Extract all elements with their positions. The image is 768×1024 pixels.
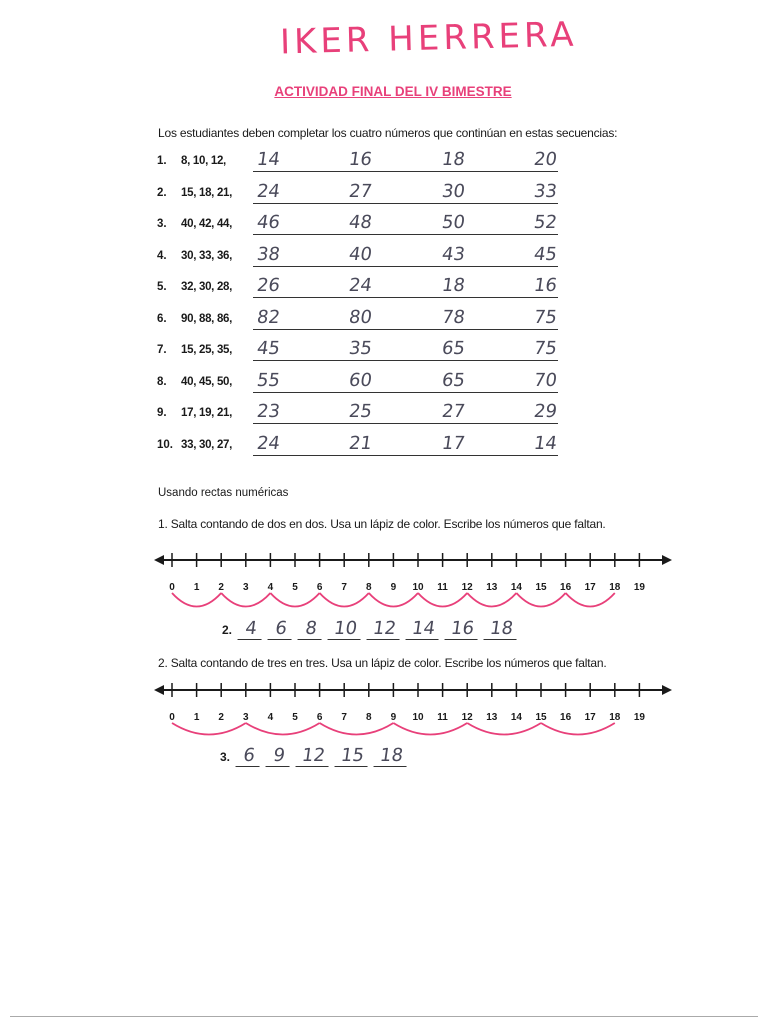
sequence-number: 5.: [157, 281, 167, 293]
handwritten-answer: 23: [255, 401, 282, 422]
sequence-row: [157, 243, 559, 271]
sequence-row: [157, 212, 559, 239]
handwritten-answer: 26: [255, 275, 282, 296]
tick-label: 8: [366, 582, 372, 593]
answer-line: [253, 297, 558, 298]
handwritten-answer: 18: [484, 618, 520, 640]
sequence-answers: [257, 275, 557, 296]
tick-label: 15: [535, 712, 547, 723]
sequence-row: [157, 275, 559, 302]
tick-label: 17: [584, 712, 596, 723]
sequence-answers: [257, 433, 557, 454]
handwritten-answer: 14: [255, 149, 282, 170]
handwritten-answer: 20: [532, 149, 559, 170]
sequence-answers: [257, 181, 557, 202]
answer-line: [253, 423, 558, 424]
exercise-2-title: 2. Salta contando de tres en tres. Usa un lápiz de color. Escribe los números que faltan.: [158, 656, 607, 670]
tick-label: 13: [486, 712, 498, 723]
arrow-right-icon: [662, 555, 672, 565]
tick-label: 2: [218, 582, 224, 593]
handwritten-answer: 8: [298, 618, 325, 640]
handwritten-answer: 16: [347, 149, 374, 170]
handwritten-answer: 60: [347, 369, 374, 391]
sequence-number: 8.: [157, 375, 167, 388]
answer-line: [253, 329, 558, 330]
tick-label: 18: [609, 712, 621, 723]
handwritten-answer: 78: [440, 306, 467, 328]
sequence-number: 1.: [157, 155, 167, 167]
handwritten-answer: 27: [440, 401, 467, 422]
handwritten-answer: 46: [255, 212, 282, 233]
tick-label: 7: [341, 712, 347, 723]
sequence-row: [157, 180, 559, 208]
jump-arc: [467, 723, 541, 735]
arrow-right-icon: [662, 685, 672, 695]
jump-arc: [221, 593, 270, 607]
handwritten-answer: 52: [532, 212, 559, 233]
sequence-answers: [257, 370, 557, 391]
tick-label: 19: [633, 712, 645, 723]
handwritten-answer: 18: [440, 149, 467, 170]
jump-arc: [541, 723, 615, 735]
tick-label: 4: [267, 712, 274, 723]
handwritten-answer: 16: [532, 275, 559, 296]
exercise-2-answers: [220, 745, 411, 767]
tick-label: 12: [461, 582, 473, 593]
tick-label: 10: [412, 582, 424, 593]
handwritten-answer: 18: [374, 745, 410, 767]
sequence-row: [157, 369, 559, 397]
jump-arc: [566, 593, 615, 607]
number-lines-heading: Usando rectas numéricas: [158, 487, 289, 499]
sequence-row: [157, 432, 559, 460]
handwritten-answer: 24: [255, 432, 282, 454]
tick-label: 16: [560, 582, 572, 593]
tick-label: 5: [292, 712, 298, 723]
handwritten-answer: 30: [440, 180, 467, 202]
sequence-number: 7.: [157, 344, 167, 356]
tick-label: 13: [486, 582, 498, 593]
sequence-answers: [257, 149, 557, 170]
sequence-row: [157, 401, 559, 428]
arrow-left-icon: [154, 555, 164, 565]
sequence-given-values: 15, 25, 35,: [181, 344, 233, 356]
tick-label: 7: [341, 582, 347, 593]
tick-label: 0: [169, 712, 175, 723]
handwritten-answer: 33: [532, 180, 559, 202]
jump-arc: [418, 593, 467, 607]
sequence-row: [157, 338, 559, 365]
handwritten-answer: 18: [440, 275, 467, 296]
handwritten-answer: 29: [532, 401, 559, 422]
tick-label: 18: [609, 582, 621, 593]
sequence-answers: [257, 307, 557, 328]
answer-line: [253, 266, 558, 267]
tick-label: 10: [412, 712, 424, 723]
jump-arc: [246, 723, 320, 735]
tick-label: 3: [243, 582, 249, 593]
sequence-number: 2.: [157, 186, 167, 199]
handwritten-answer: 35: [347, 338, 374, 359]
handwritten-answer: 75: [532, 306, 559, 328]
handwritten-answer: 24: [347, 275, 374, 296]
handwritten-answer: 43: [440, 243, 467, 265]
sequence-answers: [257, 212, 557, 233]
handwritten-answer: 21: [347, 432, 374, 454]
sequence-number: 4.: [157, 249, 167, 262]
tick-label: 14: [510, 582, 522, 593]
tick-label: 14: [510, 712, 522, 723]
handwritten-answer: 45: [532, 243, 559, 265]
handwritten-answer: 65: [440, 338, 467, 359]
handwritten-answer: 75: [532, 338, 559, 359]
tick-label: 16: [560, 712, 572, 723]
exercise-1-title: 1. Salta contando de dos en dos. Usa un lápiz de color. Escribe los números que faltan.: [158, 517, 606, 531]
handwritten-answer: 12: [296, 745, 332, 767]
sequence-number: 10.: [157, 438, 173, 451]
tick-label: 12: [461, 712, 473, 723]
handwritten-answer: 65: [440, 369, 467, 391]
sequence-row: [157, 149, 559, 176]
tick-label: 0: [169, 582, 175, 593]
sequence-answers: [257, 244, 557, 265]
jump-arc: [270, 593, 319, 607]
handwritten-answer: 25: [347, 401, 374, 422]
instructions-text: Los estudiantes deben completar los cuatro números que continúan en estas secuencias:: [158, 126, 618, 140]
jump-arc: [516, 593, 565, 607]
sequence-given-values: 90, 88, 86,: [181, 312, 233, 325]
handwritten-answer: 14: [532, 432, 559, 454]
answer-line: [253, 392, 558, 393]
handwritten-answer: 10: [328, 618, 364, 640]
handwritten-answer: 12: [367, 618, 403, 640]
handwritten-answer: 45: [255, 338, 282, 359]
handwritten-answer: 80: [347, 306, 374, 328]
sequence-answers: [257, 338, 557, 359]
jump-arc: [369, 593, 418, 607]
sequence-number: 3.: [157, 218, 167, 230]
sequence-given-values: 8, 10, 12,: [181, 155, 226, 167]
page-bottom-edge: [10, 1016, 758, 1017]
handwritten-answer: 70: [532, 369, 559, 391]
handwritten-answer: 4: [238, 618, 265, 640]
answer-line: [253, 171, 558, 172]
tick-label: 4: [267, 582, 274, 593]
handwritten-answer: 50: [440, 212, 467, 233]
handwritten-answer: 48: [347, 212, 374, 233]
answer-line: [253, 234, 558, 235]
exercise-1-answers: [222, 618, 521, 640]
sequence-answers: [257, 401, 557, 422]
tick-label: 9: [390, 582, 397, 593]
tick-label: 15: [535, 582, 547, 593]
handwritten-answer: 9: [266, 745, 293, 767]
tick-label: 17: [584, 582, 596, 593]
handwritten-answer: 55: [255, 369, 282, 391]
jump-arc: [467, 593, 516, 607]
sequence-given-values: 30, 33, 36,: [181, 249, 233, 262]
answer-line: [253, 455, 558, 456]
sequence-given-values: 15, 18, 21,: [181, 186, 233, 199]
tick-label: 1: [193, 712, 200, 723]
handwritten-answer: 82: [255, 306, 282, 328]
jump-arc: [172, 723, 246, 735]
tick-label: 9: [390, 712, 397, 723]
answer-prefix: 3.: [220, 750, 231, 764]
tick-label: 11: [437, 582, 448, 593]
handwritten-answer: 27: [347, 180, 374, 202]
handwritten-answer: 6: [236, 745, 263, 767]
arrow-left-icon: [154, 685, 164, 695]
handwritten-answer: 24: [255, 180, 282, 202]
jump-arc: [320, 593, 369, 607]
sequence-number: 9.: [157, 407, 167, 419]
tick-label: 6: [316, 712, 323, 723]
tick-label: 1: [193, 582, 200, 593]
sequence-given-values: 32, 30, 28,: [181, 281, 233, 293]
jump-arc: [393, 723, 467, 735]
worksheet-title: ACTIVIDAD FINAL DEL IV BIMESTRE: [274, 84, 512, 99]
handwritten-answer: 15: [335, 745, 371, 767]
answer-line: [253, 203, 558, 204]
tick-label: 11: [437, 712, 448, 723]
answer-line: [253, 360, 558, 361]
answer-prefix: 2.: [222, 623, 233, 637]
tick-label: 8: [366, 712, 372, 723]
jump-arc: [172, 593, 221, 607]
tick-label: 5: [292, 582, 298, 593]
tick-label: 6: [316, 582, 323, 593]
tick-label: 3: [243, 712, 249, 723]
handwritten-answer: 6: [268, 618, 295, 640]
sequence-given-values: 17, 19, 21,: [181, 407, 233, 419]
student-name: IKER HERRERA: [279, 14, 579, 63]
handwritten-answer: 40: [347, 243, 374, 265]
handwritten-answer: 14: [406, 618, 442, 640]
handwritten-answer: 16: [445, 618, 481, 640]
tick-label: 2: [218, 712, 224, 723]
sequence-given-values: 33, 30, 27,: [181, 438, 233, 451]
sequence-number: 6.: [157, 312, 167, 325]
tick-label: 19: [633, 582, 645, 593]
sequence-row: [157, 306, 559, 334]
jump-arc: [320, 723, 394, 735]
handwritten-answer: 38: [255, 243, 282, 265]
sequence-given-values: 40, 42, 44,: [181, 218, 233, 230]
handwritten-answer: 17: [440, 432, 467, 454]
sequence-given-values: 40, 45, 50,: [181, 375, 233, 388]
